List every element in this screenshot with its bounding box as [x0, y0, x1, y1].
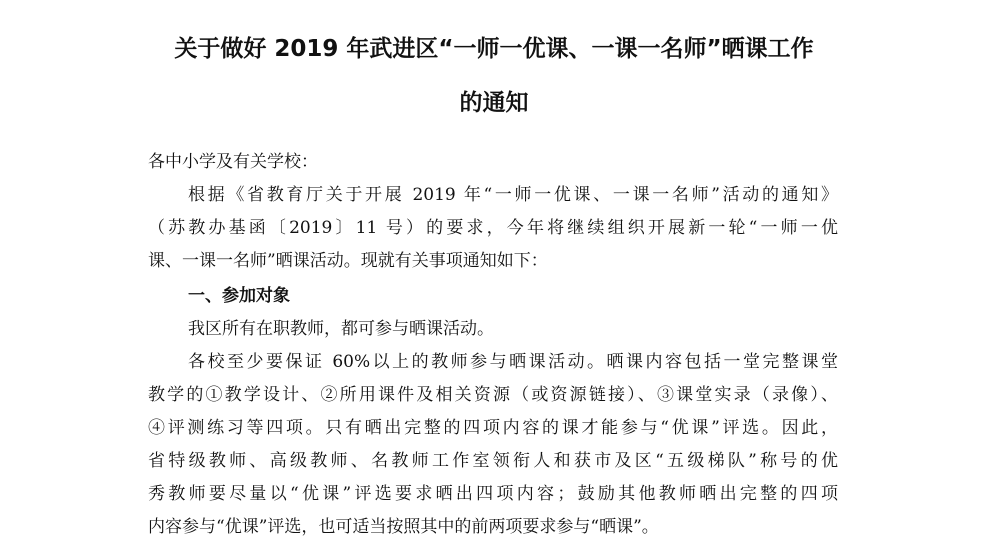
- paragraph-line: （苏教办基函〔2019〕11 号）的要求，今年将继续组织开展新一轮“一师一优: [148, 218, 838, 238]
- document-title-line-2: 的通知: [459, 90, 529, 116]
- section-heading-participants: 一、参加对象: [188, 286, 290, 306]
- paragraph-line: 教学的①教学设计、②所用课件及相关资源（或资源链接）、③课堂实录（录像）、: [148, 385, 838, 405]
- paragraph-line: 我区所有在职教师，都可参与晒课活动。: [188, 319, 494, 339]
- paragraph-line: 根据《省教育厅关于开展 2019 年“一师一优课、一课一名师”活动的通知》: [188, 185, 838, 205]
- paragraph-line: 内容参与“优课”评选，也可适当按照其中的前两项要求参与“晒课”。: [148, 517, 659, 537]
- salutation: 各中小学及有关学校：: [148, 152, 318, 172]
- paragraph-line: 省特级教师、高级教师、名教师工作室领衔人和获市及区“五级梯队”称号的优: [148, 451, 838, 471]
- paragraph-line: 各校至少要保证 60%以上的教师参与晒课活动。晒课内容包括一堂完整课堂: [188, 352, 838, 372]
- paragraph-line: 秀教师要尽量以“优课”评选要求晒出四项内容；鼓励其他教师晒出完整的四项: [148, 484, 838, 504]
- document-title-line-1: 关于做好 2019 年武进区“一师一优课、一课一名师”晒课工作: [174, 36, 814, 62]
- paragraph-line: 课、一课一名师”晒课活动。现就有关事项通知如下：: [148, 251, 548, 271]
- paragraph-line: ④评测练习等四项。只有晒出完整的四项内容的课才能参与“优课”评选。因此，: [148, 418, 838, 438]
